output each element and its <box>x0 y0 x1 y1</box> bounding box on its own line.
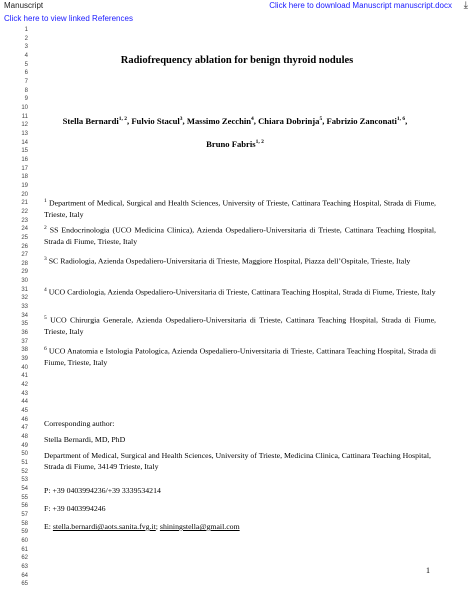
line-number: 46 <box>21 416 28 423</box>
line-number: 64 <box>21 572 28 579</box>
line-number: 48 <box>21 434 28 441</box>
corresponding-heading: Corresponding author: <box>44 419 115 428</box>
author-affiliation-marker: 4 <box>251 116 254 123</box>
line-number: 8 <box>24 87 28 94</box>
line-number: 47 <box>21 425 28 432</box>
corresponding-email <box>44 521 436 532</box>
author-name: Massimo Zecchin <box>186 116 252 126</box>
email-link-primary[interactable]: stella.bernardi@aots.sanita.fvg.it <box>52 522 156 531</box>
line-number: 38 <box>21 347 28 354</box>
page-number: 1 <box>426 566 430 575</box>
line-number: 33 <box>21 304 28 311</box>
affiliation-number: 4 <box>44 287 47 293</box>
affiliation-text: UCO Anatomia e Istologia Patologica, Azienda Ospedaliero-Universitaria di Trieste, Cattinara Teaching Hospital, Strada di Fiume, Trieste, Italy <box>44 346 436 367</box>
affiliation-text: SS Endocrinologia (UCO Medicina Clinica), Azienda Ospedaliero-Universitaria di Trieste, Cattinara Teaching Hospital, Strada di Fiume, Trieste, Italy <box>44 225 436 246</box>
line-number: 14 <box>21 139 28 146</box>
line-number: 24 <box>21 226 28 233</box>
email-link-secondary[interactable]: shiningstella@gmail.com <box>159 522 240 531</box>
manuscript-label: Manuscript <box>4 1 44 10</box>
author-list-continued <box>30 139 440 149</box>
corresponding-address: Department of Medical, Surgical and Health Sciences, University of Trieste, Medicina Clinica, Cattinara Teaching Hospital, Strada di Fiume, 34149 Trieste, Italy <box>44 451 431 471</box>
line-number: 63 <box>21 563 28 570</box>
line-number: 4 <box>24 52 28 59</box>
line-number: 45 <box>21 408 28 415</box>
line-number: 56 <box>21 503 28 510</box>
affiliation-number: 3 <box>44 256 47 262</box>
line-number: 59 <box>21 529 28 536</box>
affiliation-text: SC Radiologia, Azienda Ospedaliero-Universitaria di Trieste, Maggiore Hospital, Piazza dell’Ospitale, Trieste, Italy <box>48 256 411 266</box>
line-number: 44 <box>21 399 28 406</box>
line-number: 57 <box>21 511 28 518</box>
author-name: Chiara Dobrinja <box>258 116 320 126</box>
line-number: 36 <box>21 330 28 337</box>
affiliation-item <box>44 254 436 267</box>
author-name: Fulvio Stacul <box>131 116 180 126</box>
line-number: 42 <box>21 382 28 389</box>
line-number: 54 <box>21 485 28 492</box>
line-number: 6 <box>24 70 28 77</box>
line-number: 19 <box>21 182 28 189</box>
line-number: 10 <box>21 104 28 111</box>
affiliation-number: 5 <box>44 315 47 321</box>
line-number: 1 <box>24 27 28 33</box>
line-number: 49 <box>21 442 28 449</box>
line-number: 41 <box>21 373 28 380</box>
line-number: 11 <box>21 113 28 120</box>
line-number: 62 <box>21 555 28 562</box>
line-number: 30 <box>21 278 28 285</box>
line-number: 12 <box>21 122 28 129</box>
author-name: Stella Bernardi <box>62 116 119 126</box>
line-number: 51 <box>21 460 28 466</box>
line-number: 25 <box>21 234 28 241</box>
line-number: 29 <box>21 269 28 276</box>
affiliation-text: UCO Chirurgia Generale, Azienda Ospedaliero-Universitaria di Trieste, Cattinara Teaching Hospital, Strada di Fiume, Trieste, Italy <box>44 315 436 336</box>
line-number: 16 <box>21 156 28 163</box>
affiliation-text: Department of Medical, Surgical and Health Sciences, University of Trieste, Cattinara Teaching Hospital, Strada di Fiume, Trieste, Italy <box>44 198 437 219</box>
line-number: 20 <box>21 191 28 198</box>
line-number: 9 <box>24 96 28 103</box>
line-number: 7 <box>24 78 28 85</box>
line-number: 61 <box>21 546 28 553</box>
line-number: 50 <box>21 451 28 458</box>
corresponding-fax: F: +39 0403994246 <box>44 504 106 513</box>
document-header <box>0 0 474 26</box>
line-number: 3 <box>24 44 28 51</box>
corresponding-phone: P: +39 0403994236/+39 3339534214 <box>44 486 161 495</box>
affiliation-item <box>44 313 436 337</box>
email-prefix: E: <box>44 522 53 531</box>
line-number: 65 <box>21 581 28 588</box>
author-affiliation-marker: 1, 6 <box>396 116 406 123</box>
affiliation-item <box>44 196 436 220</box>
line-number: 55 <box>21 494 28 501</box>
line-number: 52 <box>21 468 28 475</box>
author-name: Fabrizio Zanconati <box>326 116 397 126</box>
line-number: 37 <box>21 338 28 345</box>
paper-title: Radiofrequency ablation for benign thyroid nodules <box>120 55 354 66</box>
line-number: 34 <box>21 312 28 319</box>
line-number: 18 <box>21 174 28 181</box>
line-number: 32 <box>21 295 28 302</box>
author-list: Stella Bernardi$^{1, 2}$, Fulvio Stacul$^3$, Massimo Zecchin$^4$, Chiara Dobrinja$^5$, Fabrizio Zanconati$^{1, 6}$, <box>62 116 408 126</box>
author-affiliation-marker: 3 <box>179 116 183 123</box>
line-number: 60 <box>21 537 28 544</box>
line-number: 43 <box>21 390 28 397</box>
line-number: 28 <box>21 260 28 267</box>
line-number: 15 <box>21 148 28 155</box>
line-number: 35 <box>21 321 28 328</box>
author-affiliation-marker: 5 <box>319 116 323 123</box>
line-number: 40 <box>21 364 28 371</box>
line-number: 13 <box>21 130 28 137</box>
download-icon[interactable]: ⤓ <box>463 0 468 11</box>
corresponding-name: Stella Bernardi, MD, PhD <box>44 435 126 444</box>
affiliation-item <box>44 285 436 298</box>
view-references-link[interactable]: Click here to view linked References <box>4 14 133 23</box>
line-number: 53 <box>21 477 28 484</box>
author-affiliation-marker: 1, 2 <box>255 139 264 146</box>
line-number: 5 <box>24 61 28 68</box>
line-number: 26 <box>21 243 28 250</box>
line-number: 23 <box>21 217 28 224</box>
affiliation-number: 1 <box>44 198 47 204</box>
author-name: Bruno Fabris <box>206 139 256 149</box>
line-number: 39 <box>21 356 28 363</box>
line-number: 21 <box>21 200 28 207</box>
line-number: 2 <box>24 35 28 42</box>
email-separator: ; <box>155 522 160 531</box>
line-number: 22 <box>21 208 28 215</box>
download-manuscript-link[interactable]: Click here to download Manuscript manuscript.docx <box>269 1 452 10</box>
affiliation-item <box>44 344 436 368</box>
affiliation-number: 2 <box>44 225 47 231</box>
line-number: 27 <box>21 252 28 259</box>
author-affiliation-marker: 1, 2 <box>118 116 128 123</box>
line-number: 31 <box>21 286 28 293</box>
affiliation-number: 6 <box>44 346 47 352</box>
line-number: 58 <box>21 520 28 527</box>
affiliation-item <box>44 223 436 247</box>
affiliation-text: UCO Cardiologia, Azienda Ospedaliero-Universitaria di Trieste, Cattinara Teaching Hospital, Strada di Fiume, Trieste, Italy <box>48 287 436 297</box>
line-number: 17 <box>21 165 28 172</box>
